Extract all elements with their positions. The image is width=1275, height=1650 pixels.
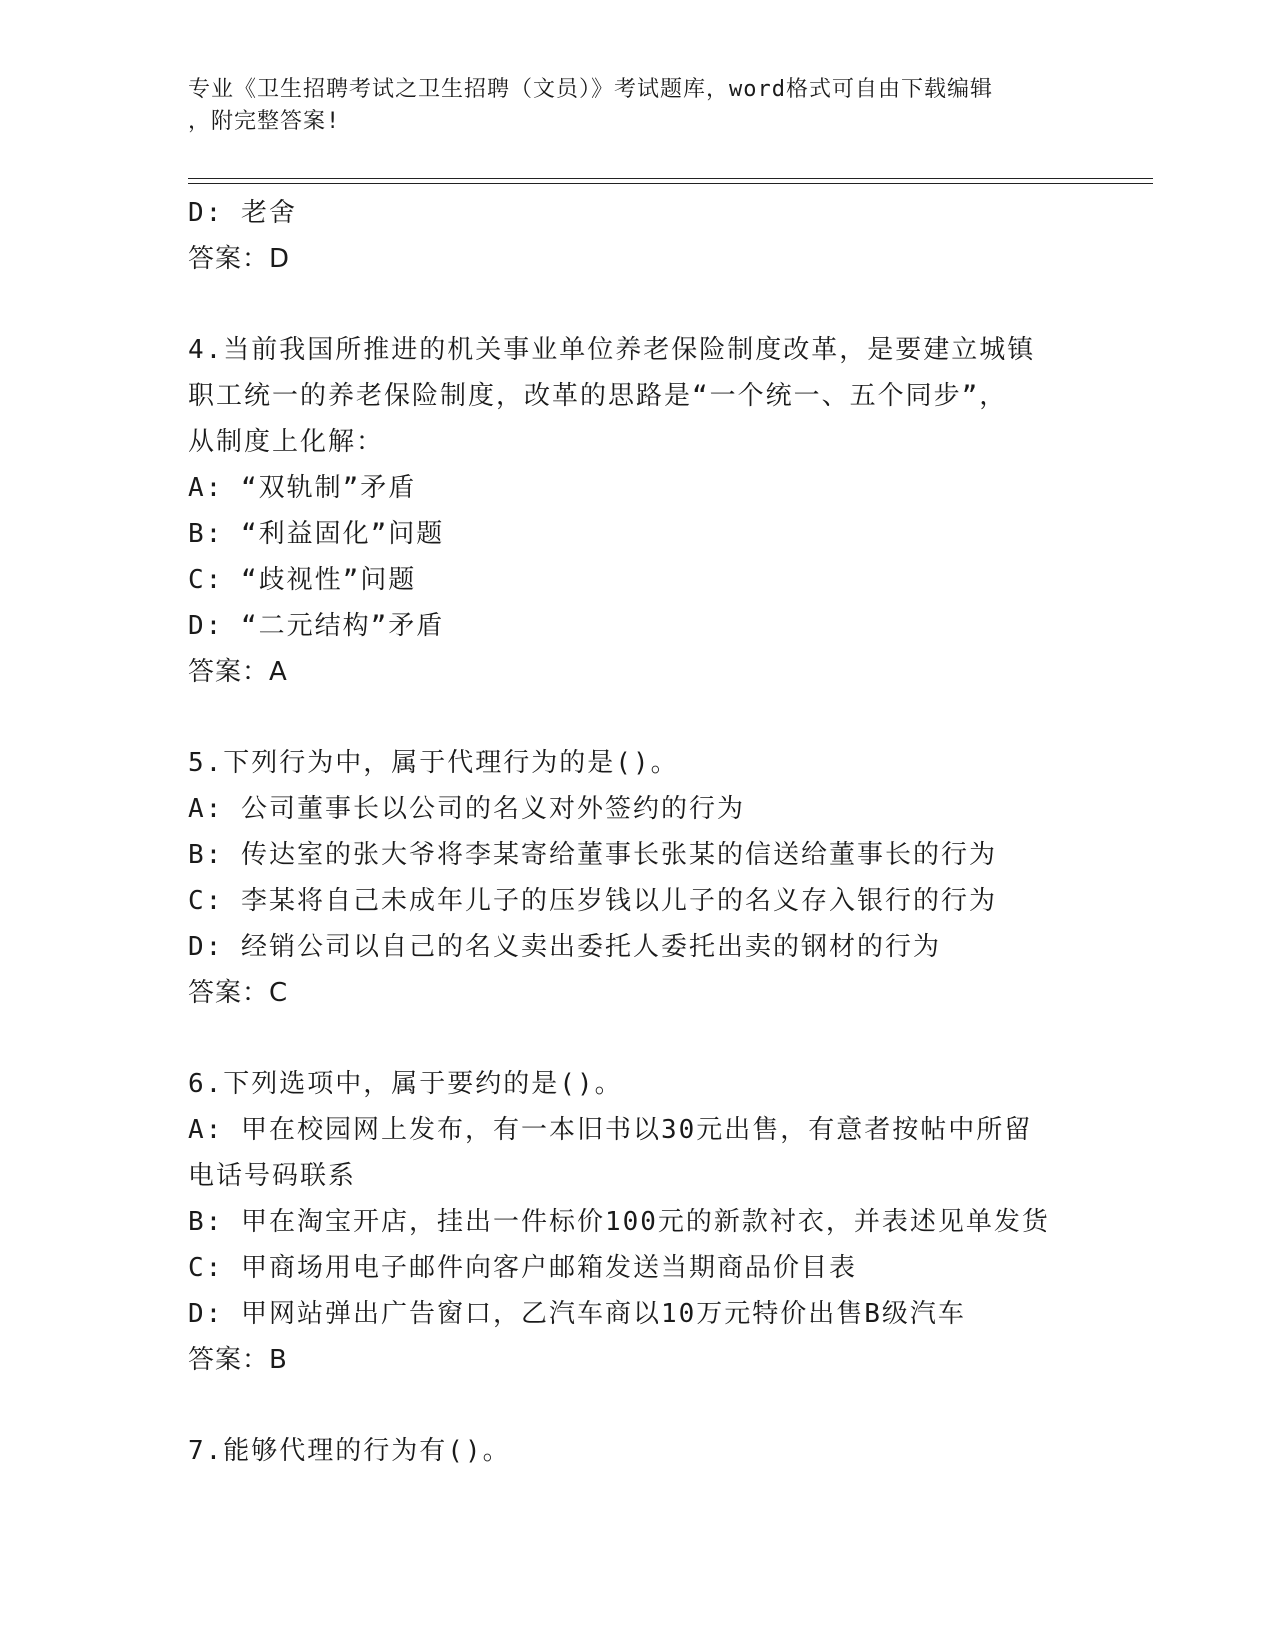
option-c: C: 李某将自己未成年儿子的压岁钱以儿子的名义存入银行的行为: [188, 886, 997, 916]
question-list: [188, 190, 1088, 1474]
continued-question: [188, 190, 1088, 282]
option-a: A: “双轨制”矛盾: [188, 473, 417, 503]
question-stem: 7.能够代理的行为有()。: [188, 1436, 511, 1466]
option-a-continued: 电话号码联系: [188, 1161, 357, 1191]
spacer: [188, 695, 1088, 740]
question-stem: 从制度上化解：: [188, 427, 385, 457]
question-6: [188, 1061, 1088, 1383]
question-stem: 4.当前我国所推进的机关事业单位养老保险制度改革，是要建立城镇: [188, 335, 1036, 365]
answer-line: 答案：A: [188, 657, 288, 687]
question-stem: 职工统一的养老保险制度，改革的思路是“一个统一、五个同步”，: [188, 381, 1008, 411]
option-d: D: 甲网站弹出广告窗口，乙汽车商以10万元特价出售B级汽车: [188, 1299, 966, 1329]
option-c: C: 甲商场用电子邮件向客户邮箱发送当期商品价目表: [188, 1253, 857, 1283]
spacer: [188, 1016, 1088, 1061]
option-b: B: 甲在淘宝开店，挂出一件标价100元的新款衬衣，并表述见单发货: [188, 1207, 1050, 1237]
question-7: [188, 1428, 1088, 1474]
answer-line: 答案：B: [188, 1345, 288, 1375]
option-a: A: 公司董事长以公司的名义对外签约的行为: [188, 794, 745, 824]
answer-line: 答案：D: [188, 244, 291, 274]
spacer: [188, 1383, 1088, 1428]
document-header: [188, 74, 1068, 138]
answer-line: 答案：C: [188, 978, 289, 1008]
option-a: A: 甲在校园网上发布，有一本旧书以30元出售，有意者按帖中所留: [188, 1115, 1033, 1145]
question-stem: 5.下列行为中，属于代理行为的是()。: [188, 748, 679, 778]
header-divider-bottom: [188, 183, 1153, 184]
option-b: B: 传达室的张大爷将李某寄给董事长张某的信送给董事长的行为: [188, 840, 997, 870]
question-5: [188, 740, 1088, 1016]
spacer: [188, 282, 1088, 327]
option-d: D: “二元结构”矛盾: [188, 611, 445, 641]
header-divider-top: [188, 178, 1153, 179]
header-line-1: 专业《卫生招聘考试之卫生招聘（文员）》考试题库，word格式可自由下载编辑: [188, 77, 993, 102]
header-line-2: ，附完整答案!: [188, 109, 341, 134]
option-d: D: 老舍: [188, 198, 297, 228]
question-4: [188, 327, 1088, 695]
option-d: D: 经销公司以自己的名义卖出委托人委托出卖的钢材的行为: [188, 932, 941, 962]
question-stem: 6.下列选项中，属于要约的是()。: [188, 1069, 623, 1099]
option-c: C: “歧视性”问题: [188, 565, 417, 595]
option-b: B: “利益固化”问题: [188, 519, 445, 549]
